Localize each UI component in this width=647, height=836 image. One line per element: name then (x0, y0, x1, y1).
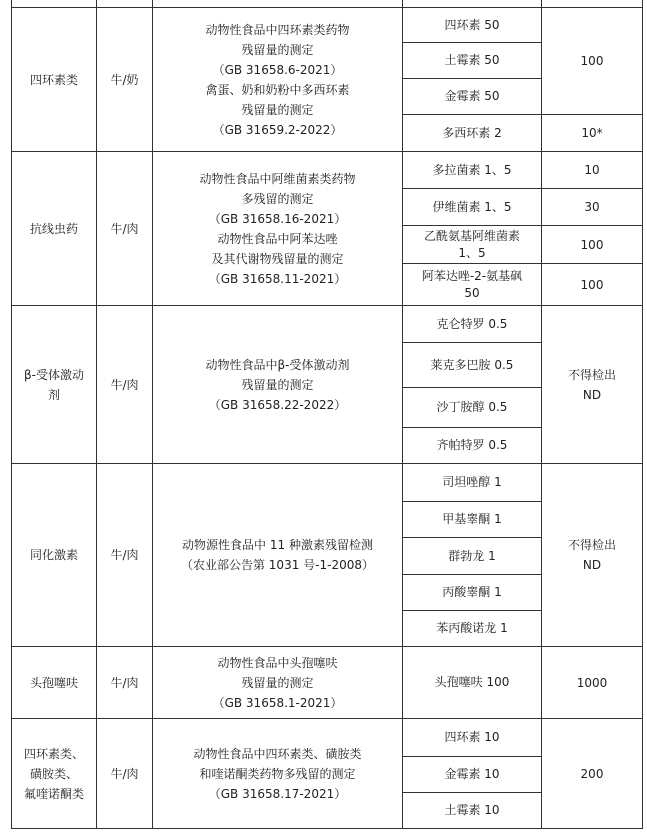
limit-cell: 10 (542, 152, 643, 189)
method-cell: 动物源性食品中 11 种激素残留检测 （农业部公告第 1031 号-1-2008） (153, 464, 403, 647)
compound-cell: 齐帕特罗 0.5 (403, 428, 542, 464)
compound-cell: 四环素 50 (403, 8, 542, 43)
limit-cell: 200 (542, 719, 643, 829)
limit-cell: 不得检出 ND (542, 464, 643, 647)
compound-cell: 苯丙酸诺龙 1 (403, 611, 542, 647)
limit-cell: 100 (542, 8, 643, 115)
limit-cell: 100 (542, 226, 643, 264)
table-row (12, 647, 643, 719)
category-cell: 头孢噻呋 (12, 647, 97, 719)
matrix-cell: 牛/肉 (97, 719, 153, 829)
compound-cell: 伊维菌素 1、5 (403, 189, 542, 226)
compound-cell: 甲基睾酮 1 (403, 502, 542, 538)
limit-cell: 1000 (542, 647, 643, 719)
table-row (12, 8, 643, 43)
compound-cell: 莱克多巴胺 0.5 (403, 343, 542, 388)
limit-cell: 不得检出 ND (542, 306, 643, 464)
compound-cell: 金霉素 50 (403, 79, 542, 115)
limit-cell: 30 (542, 189, 643, 226)
compound-cell: 沙丁胺醇 0.5 (403, 388, 542, 428)
compound-cell: 司坦唑醇 1 (403, 464, 542, 502)
compound-cell: 丙酸睾酮 1 (403, 575, 542, 611)
table-row (12, 0, 643, 8)
compound-cell: 头孢噻呋 100 (403, 647, 542, 719)
matrix-cell: 牛/肉 (97, 306, 153, 464)
matrix-cell: 牛/肉 (97, 647, 153, 719)
matrix-cell: 牛/奶 (97, 8, 153, 152)
table-row (12, 152, 643, 189)
table-row (12, 306, 643, 343)
limit-cell: 100 (542, 264, 643, 306)
compound-cell: 四环素 10 (403, 719, 542, 757)
compound-cell: 群勃龙 1 (403, 538, 542, 575)
method-cell: 动物性食品中阿维菌素类药物 多残留的测定 （GB 31658.16-2021） 动物性食品中阿苯达唑 及其代谢物残留量的测定 （GB 31658.11-2021） (153, 152, 403, 306)
matrix-cell: 牛/肉 (97, 464, 153, 647)
table-row (12, 464, 643, 502)
matrix-cell: 牛/肉 (97, 152, 153, 306)
method-cell: 动物性食品中头孢噻呋 残留量的测定 （GB 31658.1-2021） (153, 647, 403, 719)
category-cell: 四环素类、 磺胺类、 氟喹诺酮类 (12, 719, 97, 829)
category-cell: 四环素类 (12, 8, 97, 152)
limit-cell: 10* (542, 115, 643, 152)
category-cell: β-受体激动 剂 (12, 306, 97, 464)
compound-cell: 多西环素 2 (403, 115, 542, 152)
compound-cell: 土霉素 50 (403, 43, 542, 79)
compound-cell: 多拉菌素 1、5 (403, 152, 542, 189)
method-cell: 动物性食品中四环素类药物 残留量的测定 （GB 31658.6-2021） 禽蛋、奶和奶粉中多西环素 残留量的测定 （GB 31659.2-2022） (153, 8, 403, 152)
compound-cell: 乙酰氨基阿维菌素 1、5 (403, 226, 542, 264)
method-cell: 动物性食品中四环素类、磺胺类 和喹诺酮类药物多残留的测定 （GB 31658.17-2021） (153, 719, 403, 829)
compound-cell: 阿苯达唑-2-氨基砜 50 (403, 264, 542, 306)
category-cell: 抗线虫药 (12, 152, 97, 306)
method-cell: 动物性食品中β-受体激动剂 残留量的测定 （GB 31658.22-2022） (153, 306, 403, 464)
compound-cell: 金霉素 10 (403, 757, 542, 793)
compound-cell: 克仑特罗 0.5 (403, 306, 542, 343)
table-row (12, 719, 643, 757)
compound-cell: 土霉素 10 (403, 793, 542, 829)
category-cell: 同化激素 (12, 464, 97, 647)
residue-limits-table (11, 0, 643, 829)
